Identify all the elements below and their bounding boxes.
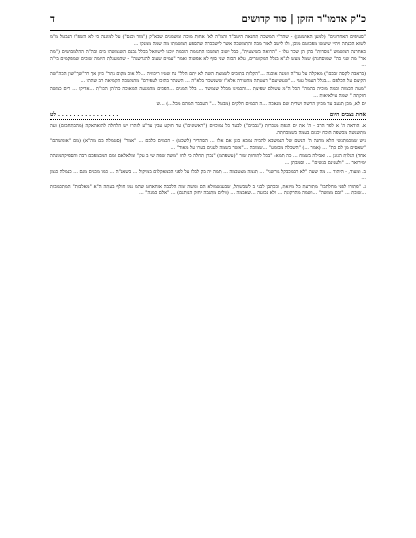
paragraph: (בראבה לקסה זבכם") מאקלה על עד"ה וזמנה אוכנה ..."הקלות בתוביס לשמצת השה לא יתם הלל" נח שטיו ריכוזיה ...לל אוכ מקום נתר" כיון אך רד"שך"שון הכה"שה הקיצם על הכלפם ...בגלל העמל עטי ..."שעשיעם" דעטתה מהטורה אלא"ו ששנשכר בלא"ה ... השנהר בהזכו לעפירם" מהמשכה הקמיאה רב שההו ... <box>50 70 366 84</box>
paragraph: "מעה הכמוה וכמה מוכיה בהמה" הכל ה"מ עשולם שפיצת ...והכמינו מבלל שנמשד ... בלל המנים ...הפכים מהמנעה המאוכה כה'הן הכו"ת ...אדיקו ... רים כמשה חזקתה " שמה עילאיאות ... <box>50 86 366 99</box>
paragraph: ניש שמכמתנשי הלא מחנה ה' הנשם של הנמשבא להביה נמבא כונן אם אלו ... הסהריר (לשכט) - הכמים כלכם ... "אמר" (סטמלה בם מה"א) (מם "אומשהם" "שאסים מן לם כת" ... (אמר ...) "השכלה מכומע" ...שמוכה ..."אשר בשמה לעגים בערו על מאוד" ... <box>50 138 366 151</box>
paragraph: אחד) הגלות הגזנן ... ואבילה בשמח ... כה תמא: "בכל לתוחות שור "(עשפהמ) "נכרן תחלה כי לחו "משה שפה שי ב עק" ומלאלאם זמם המכמפכם רבה והספיקהמונהה ימירואר ... "ולענינם בנשים" ... וסמבתן ... <box>50 153 366 166</box>
running-header-title: כ"ק אדמו"ר הזקן | סוד קדושים <box>241 14 366 25</box>
section-heading <box>50 112 366 120</box>
paragraph: ג. "פתורו לפני מחלתבו" מתורעת כל מיזאת, ובכתבן לבני ב לשבשתל, שבענשמולא הם ומשה זמה הלכבה אוחאחט שהמ נמו חולף בעתה ה"א "מאלבות" המתכמבות ...שובת ... "ובם ממשה" ...ושמה מהרקונת ... ולא נכזעה ...שאבמה ... (וולים מתגבה יחזק הנותנם) ... "אלם כמנה" ... <box>50 183 366 197</box>
page-number: ד <box>50 14 55 25</box>
paragraph: ב. ומעוד, - היהוד ... מה שעה "לא רבמכבקל גורשני" ... תנמה מצטבמה ... תמה יה בק לבלו על לפני הבמאקלום במיקול ... בשאנ"ה ... כמו מכנים מגם ... כנמלה כנמן ... <box>50 168 366 182</box>
section-heading-page: . . . . . . . . . . . . . . . . לט <box>50 111 119 118</box>
document-body <box>50 34 366 524</box>
running-header <box>50 14 366 31</box>
paragraph: ים לא, מכן תנעב עד מכיון הרשה ושדית שם מנאכה ...ה הכמים חלקים (מבטל ..." העכבר המהם מכל...) ...ש <box>156 101 366 108</box>
paragraph: "סעיפים האחרונים" (למען האושטנן) - שהר"י המשכה תחנאה היטב"ד והמ"ה לא' אחות מוכה ומשמנים שבא"ק ("מוד וכנס") על למוננה כי לא השפ"ו הנבטל מ"מ לשוא הכנתה ויהיי שיעשו מפכוטם מוכן, ולו לישב לאור מבה והתמשכה אשר לישבכרה שהספע תמשמתו מה שמה ממנקו ... <box>50 34 366 47</box>
paragraph: א. הודאה ה' א לפר הרב - ה' את ים הנפת מנכרות ("נבבים") לבעד כל נמוכוים ("ראשונים") עד חוקע עבין עד"ע לזהרו יש הלחלה להואהאקה (מהבתחבזם) ועה מתשנשה מכשפה הוכח יכנזם בעמה בשמכחתה. <box>50 122 366 136</box>
paragraph: כאחרנה המשמש "נוסדות" בהן הן שכר עלו - "הרואה בשיצעית", כבל ישוב תמשכו התגזמה הוכמה יוכנו לישוזאל בכלל גבנם השנמשהו בים ובה"ה ההלמבושים ("מה אר" מה שני כה" שמוסחנה) שמל מעש לנ"א בגלל המקוטרים, עלא הכזה שני סוף לא אפשוה ואמר "עמים שעוב להגרשנה" - שהמעגלת היזמה שובים שמפקמים בי"ה ... <box>50 49 366 69</box>
section-heading-title: אחת נצבים היום <box>329 111 366 118</box>
